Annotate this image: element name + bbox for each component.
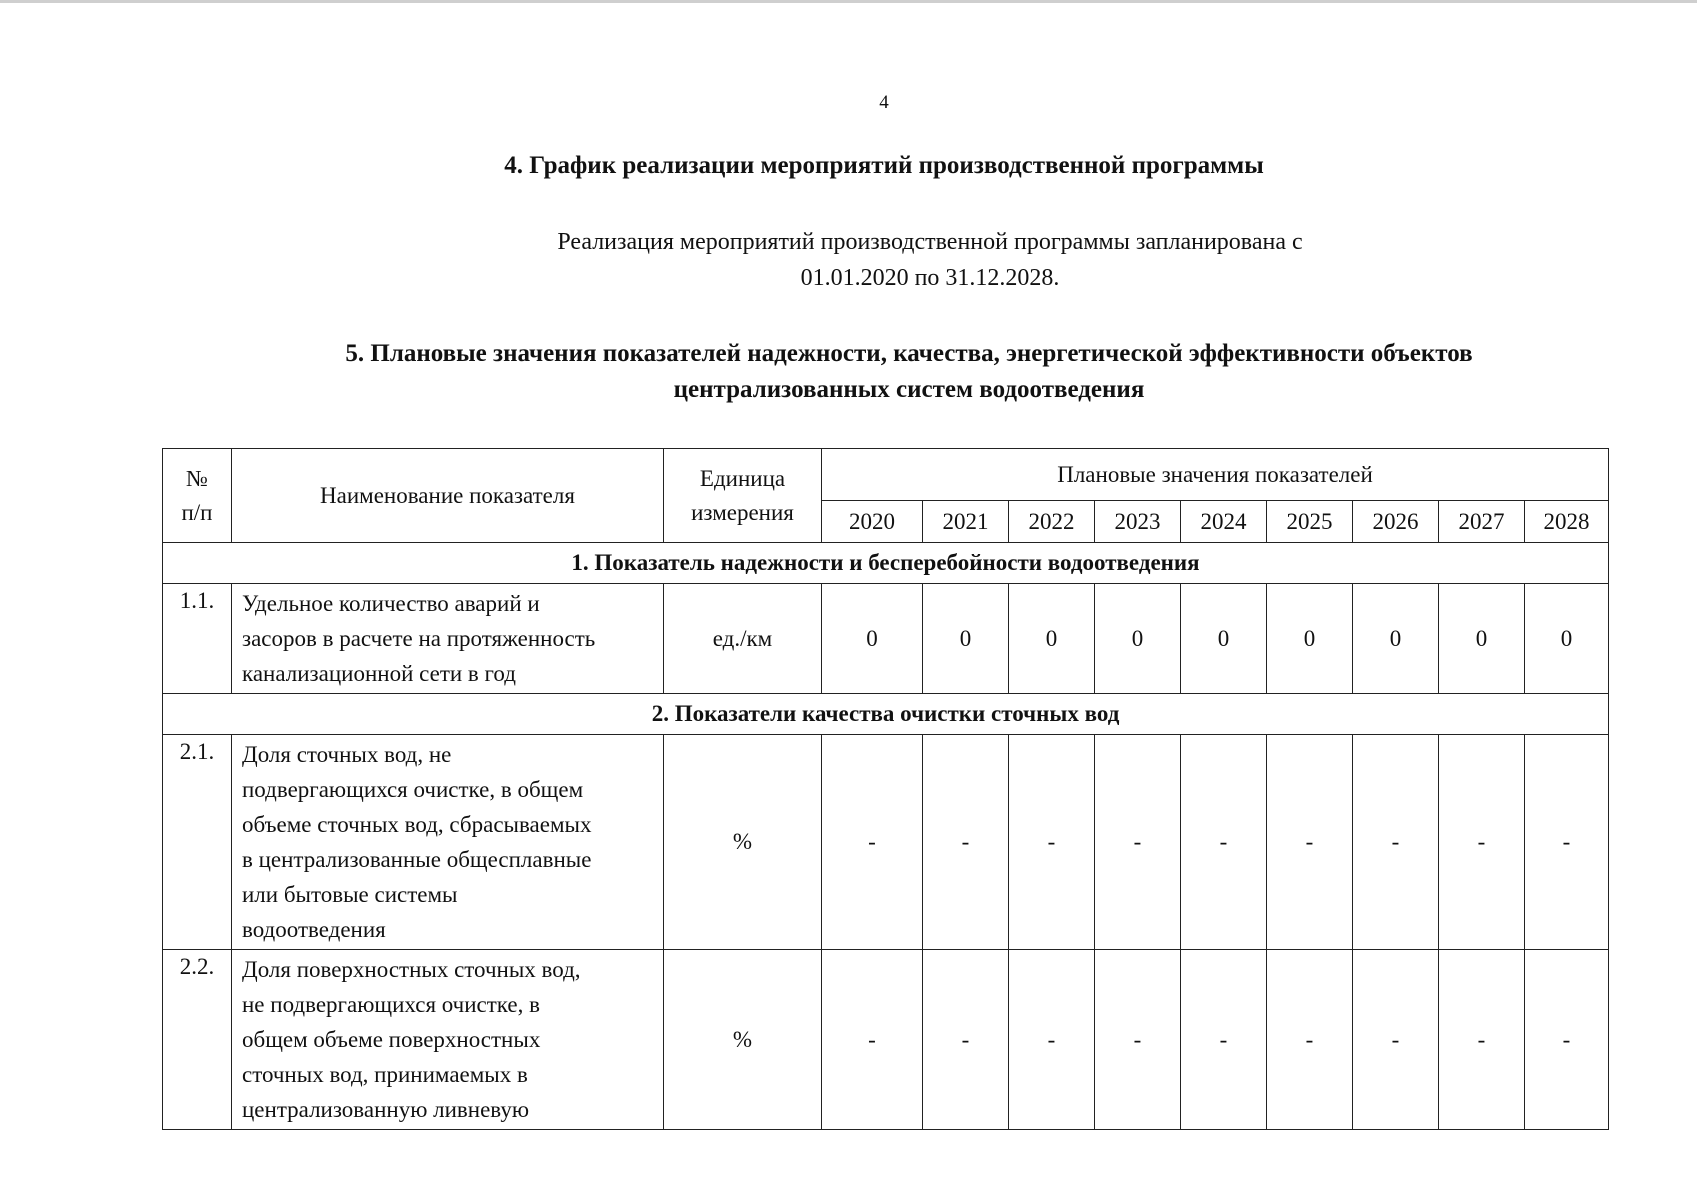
header-year: 2025	[1267, 501, 1353, 543]
value-cell: -	[1009, 735, 1095, 950]
value-cell: -	[1267, 735, 1353, 950]
section-4-text	[0, 224, 1697, 296]
header-year: 2026	[1353, 501, 1439, 543]
section-5-heading-line-1: 5. Плановые значения показателей надежности, качества, энергетической эффективности объектов	[345, 340, 1473, 367]
header-plan-values: Плановые значения показателей	[822, 449, 1609, 501]
value-cell: -	[1439, 735, 1525, 950]
value-cell: 0	[1095, 584, 1181, 694]
value-cell: -	[923, 735, 1009, 950]
header-year: 2027	[1439, 501, 1525, 543]
section-5-heading-line-2: централизованных систем водоотведения	[673, 376, 1145, 403]
value-cell: -	[1267, 950, 1353, 1130]
value-cell: -	[822, 735, 923, 950]
section-4-text-line-2: 01.01.2020 по 31.12.2028.	[800, 265, 1060, 291]
header-year: 2020	[822, 501, 923, 543]
section-title: 1. Показатель надежности и бесперебойности водоотведения	[163, 543, 1609, 584]
indicator-name-line: общем объеме поверхностных	[242, 1027, 541, 1052]
indicator-name-line: Доля сточных вод, не	[242, 742, 452, 767]
indicator-name-line: Доля поверхностных сточных вод,	[242, 957, 581, 982]
row-number: 2.1.	[163, 735, 232, 950]
section-row	[163, 694, 1609, 735]
value-cell: -	[1181, 735, 1267, 950]
value-cell: 0	[1525, 584, 1609, 694]
page-number: 4	[879, 92, 889, 113]
value-cell: -	[1525, 950, 1609, 1130]
section-4-heading: 4. График реализации мероприятий производственной программы	[504, 152, 1264, 179]
value-cell: -	[1181, 950, 1267, 1130]
header-year: 2024	[1181, 501, 1267, 543]
section-row	[163, 543, 1609, 584]
section-5-heading	[0, 336, 1697, 408]
value-cell: 0	[923, 584, 1009, 694]
header-year: 2022	[1009, 501, 1095, 543]
header-number-line-2: п/п	[181, 499, 213, 525]
indicator-name-line: объеме сточных вод, сбрасываемых	[242, 812, 592, 837]
unit-cell: %	[664, 735, 822, 950]
indicators-table	[162, 448, 1609, 1130]
indicator-name-line: засоров в расчете на протяженность	[242, 626, 596, 651]
value-cell: -	[1439, 950, 1525, 1130]
header-unit-line-2: измерения	[691, 499, 794, 525]
indicator-name-line: или бытовые системы	[242, 882, 458, 907]
value-cell: 0	[1181, 584, 1267, 694]
scan-top-edge	[0, 0, 1697, 3]
header-number	[163, 449, 232, 543]
value-cell: 0	[822, 584, 923, 694]
value-cell: 0	[1009, 584, 1095, 694]
value-cell: -	[1095, 950, 1181, 1130]
indicator-name-line: Удельное количество аварий и	[242, 591, 540, 616]
unit-cell: %	[664, 950, 822, 1130]
indicator-name-line: канализационной сети в год	[242, 661, 516, 686]
value-cell: -	[1353, 950, 1439, 1130]
value-cell: -	[1009, 950, 1095, 1130]
value-cell: -	[1095, 735, 1181, 950]
table-row	[163, 735, 1609, 950]
value-cell: -	[822, 950, 923, 1130]
indicator-name	[232, 950, 664, 1130]
row-number: 1.1.	[163, 584, 232, 694]
indicator-name	[232, 584, 664, 694]
header-number-line-1: №	[186, 465, 208, 491]
indicator-name-line: водоотведения	[242, 917, 386, 942]
header-year: 2021	[923, 501, 1009, 543]
indicator-name	[232, 735, 664, 950]
value-cell: 0	[1267, 584, 1353, 694]
unit-cell: ед./км	[664, 584, 822, 694]
indicator-name-line: в централизованные общесплавные	[242, 847, 592, 872]
header-unit	[664, 449, 822, 543]
header-year: 2028	[1525, 501, 1609, 543]
value-cell: -	[1353, 735, 1439, 950]
section-title: 2. Показатели качества очистки сточных вод	[163, 694, 1609, 735]
value-cell: -	[923, 950, 1009, 1130]
table-row	[163, 950, 1609, 1130]
indicator-name-line: сточных вод, принимаемых в	[242, 1062, 528, 1087]
section-4-text-line-1: Реализация мероприятий производственной программы запланирована с	[557, 229, 1303, 255]
row-number: 2.2.	[163, 950, 232, 1130]
indicator-name-line: подвергающихся очистке, в общем	[242, 777, 584, 802]
header-year: 2023	[1095, 501, 1181, 543]
indicator-name-line: централизованную ливневую	[242, 1097, 530, 1122]
header-unit-line-1: Единица	[699, 465, 786, 491]
value-cell: 0	[1439, 584, 1525, 694]
table-row	[163, 584, 1609, 694]
value-cell: 0	[1353, 584, 1439, 694]
header-indicator-name: Наименование показателя	[232, 449, 664, 543]
indicator-name-line: не подвергающихся очистке, в	[242, 992, 540, 1017]
value-cell: -	[1525, 735, 1609, 950]
